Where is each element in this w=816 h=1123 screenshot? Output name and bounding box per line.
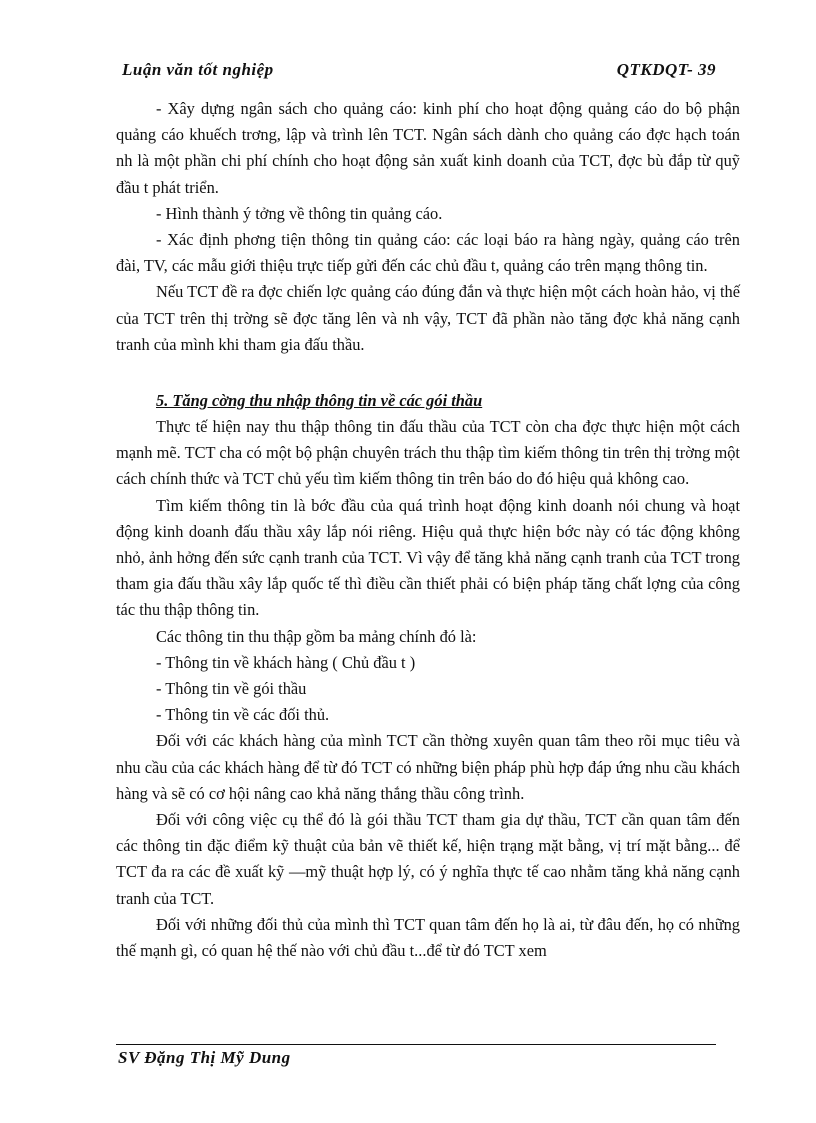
list-item-competitors: - Thông tin về các đối thủ.	[156, 705, 330, 725]
paragraph-search-info: Tìm kiếm thông tin là bớc đầu của quá trình hoạt động kinh doanh nói chung và hoạt động kinh doanh đấu thầu xây lắp nói riêng. Hiệu quả thực hiện bớc này có tác động không nhỏ, ảnh hởng đến sức cạnh tranh của TCT. Vì vậy để tăng khả năng cạnh tranh của TCT trong tham gia đấu thầu xây lắp quốc tế thì điều cần thiết phải có biện pháp tăng chất lợng của công tác thu thập thông tin.	[116, 495, 740, 620]
paragraph-budget: - Xây dựng ngân sách cho quảng cáo: kinh phí cho hoạt động quảng cáo do bộ phận quảng cáo khuếch trơng, lập và trình lên TCT. Ngân sách dành cho quảng cáo đợc hạch toán nh là một phần chi phí chính cho hoạt động sản xuất kinh doanh của TCT, đợc bù đắp từ quỹ đầu t phát triển.	[116, 99, 740, 197]
paragraph-media: - Xác định phơng tiện thông tin quảng cáo: các loại báo ra hàng ngày, quảng cáo trên đài, TV, các mẫu giới thiệu trực tiếp gửi đến các chủ đầu t, quảng cáo trên mạng thông tin.	[116, 230, 740, 276]
document-body	[116, 96, 740, 964]
page-footer: SV Đặng Thị Mỹ Dung	[118, 1048, 291, 1067]
paragraph-current-state: Thực tế hiện nay thu thập thông tin đấu thầu của TCT còn cha đợc thực hiện một cách mạnh mẽ. TCT cha có một bộ phận chuyên trách thu thập tìm kiếm thông tin trên thị trờng một cách chính thức và TCT chủ yếu tìm kiếm thông tin trên báo do đó hiệu quả không cao.	[116, 417, 740, 489]
header-title: Luận văn tốt nghiệp	[122, 60, 274, 79]
section-heading: 5. Tăng cờng thu nhập thông tin về các gói thầu	[156, 391, 483, 411]
list-item-package: - Thông tin về gói thầu	[156, 679, 307, 699]
footer-divider	[116, 1044, 716, 1045]
header-page-code: QTKDQT- 39	[616, 60, 716, 79]
paragraph-info-groups: Các thông tin thu thập gồm ba mảng chính đó là:	[156, 626, 477, 646]
paragraph-strategy: Nếu TCT đề ra đợc chiến lợc quảng cáo đúng đắn và thực hiện một cách hoàn hảo, vị thế của TCT trên thị trờng sẽ đợc tăng lên và nh vậy, TCT đã phần nào tăng đợc khả năng cạnh tranh của mình khi tham gia đấu thầu.	[116, 282, 740, 354]
paragraph-customers: Đối với các khách hàng của mình TCT cần thờng xuyên quan tâm theo rõi mục tiêu và nhu cầu của các khách hàng để từ đó TCT có những biện pháp phù hợp đáp ứng nhu cầu khách hàng và sẽ có cơ hội nâng cao khả năng thắng thầu công trình.	[116, 731, 740, 803]
list-item-customer: - Thông tin về khách hàng ( Chủ đầu t )	[156, 652, 416, 672]
page-header	[122, 60, 716, 88]
paragraph-idea: - Hình thành ý tởng về thông tin quảng cáo.	[156, 203, 443, 223]
paragraph-competitors: Đối với những đối thủ của mình thì TCT quan tâm đến họ là ai, từ đâu đến, họ có những thế mạnh gì, có quan hệ thế nào với chủ đầu t...để từ đó TCT xem	[116, 914, 740, 961]
paragraph-package: Đối với công việc cụ thể đó là gói thầu TCT tham gia dự thầu, TCT cần quan tâm đến các thông tin đặc điểm kỹ thuật của bản vẽ thiết kế, hiện trạng mặt bằng, vị trí mặt bằng... để TCT đa ra các đề xuất kỹ —mỹ thuật hợp lý, có ý nghĩa thực tế cao nhằm tăng khả năng cạnh tranh của TCT.	[116, 810, 740, 908]
